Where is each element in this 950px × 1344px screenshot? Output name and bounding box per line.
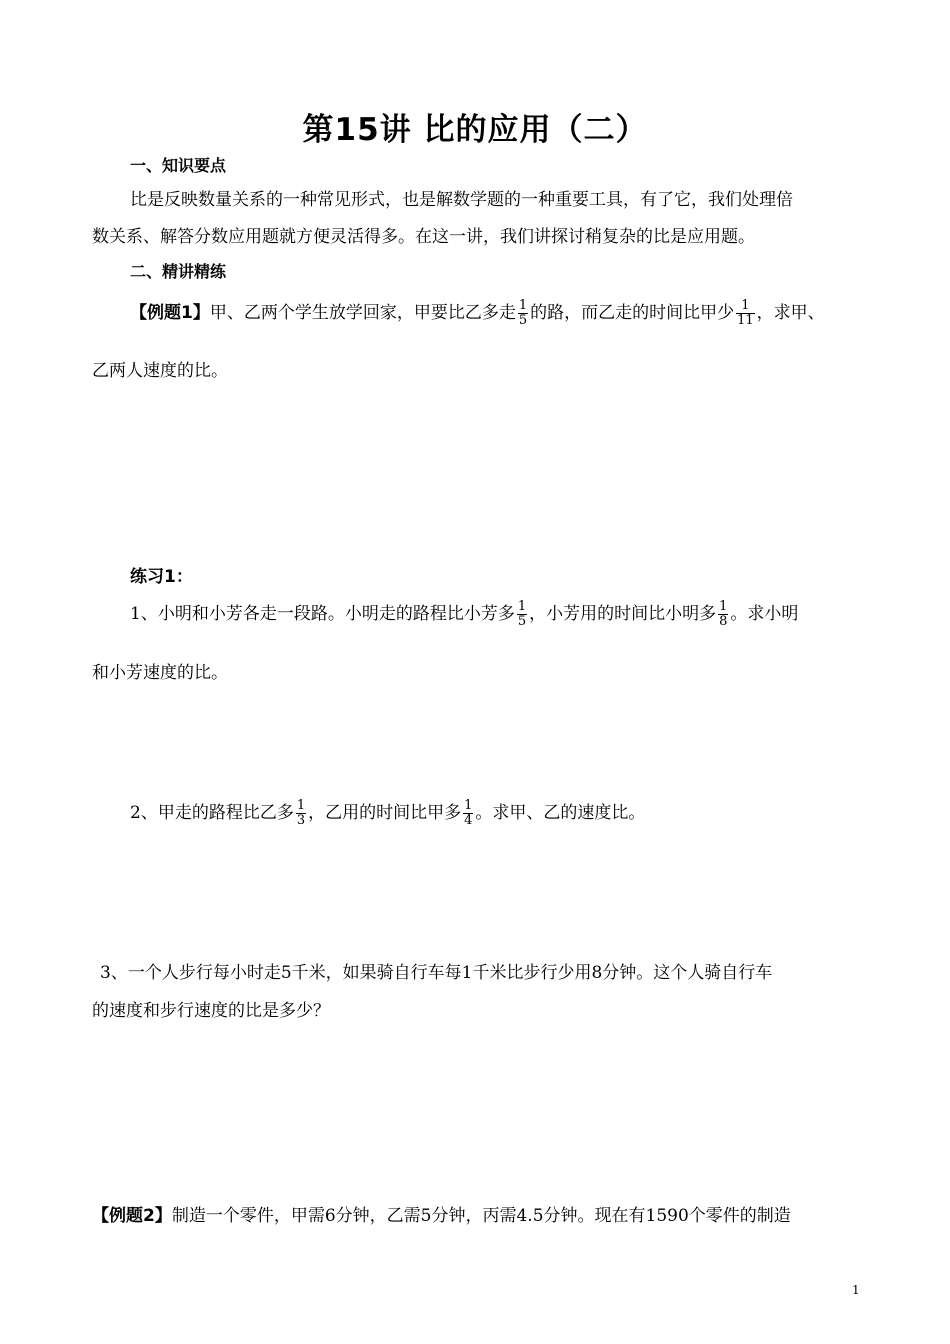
example1-text-c: ，求甲、 — [756, 303, 825, 323]
page-number: 1 — [852, 1283, 860, 1297]
fraction-one-third: $\frac{1}{3}$ — [296, 798, 306, 828]
example1-line2: 乙两人速度的比。 — [92, 361, 228, 381]
fraction-one-quarter: $\frac{1}{4}$ — [464, 798, 473, 828]
practice1-q2 — [130, 798, 645, 828]
q1-text-a: 1、小明和小芳各走一段路。小明走的路程比小芳多 — [130, 604, 515, 624]
practice1-q1-line1 — [130, 599, 798, 629]
q2-text-a: 2、甲走的路程比乙多 — [130, 803, 294, 823]
fraction-one-eighth: $\frac{1}{8}$ — [719, 599, 728, 629]
example2-label: 【例题2】 — [92, 1206, 172, 1226]
practice1-q3-line2: 的速度和步行速度的比是多少？ — [92, 1001, 330, 1021]
practice1-q1-line2: 和小芳速度的比。 — [92, 663, 228, 683]
example1-text-b: 的路，而乙走的时间比甲少 — [530, 303, 735, 323]
q1-text-c: 。求小明 — [730, 604, 799, 624]
section-heading-practice: 二、精讲精练 — [130, 262, 227, 281]
intro-paragraph-line1: 比是反映数量关系的一种常见形式，也是解数学题的一种重要工具，有了它，我们处理倍 — [130, 190, 793, 210]
practice1-label: 练习1： — [130, 567, 193, 587]
fraction-one-fifth: $\frac{1}{5}$ — [517, 599, 527, 629]
example1-text-a: 甲、乙两个学生放学回家，甲要比乙多走 — [209, 303, 516, 323]
q2-text-b: ，乙用的时间比甲多 — [308, 803, 462, 823]
fraction-one-fifth: $\frac{1}{5}$ — [518, 298, 528, 328]
fraction-one-eleventh: $\frac{1}{11}$ — [737, 298, 754, 328]
q1-text-b: ，小芳用的时间比小明多 — [529, 604, 717, 624]
q2-text-c: 。求甲、乙的速度比。 — [475, 803, 646, 823]
example1-label: 【例题1】 — [130, 303, 210, 323]
practice1-q3-line1: 3、一个人步行每小时走5千米，如果骑自行车每1千米比步行少用8分钟。这个人骑自行车 — [100, 963, 773, 983]
section-heading-knowledge: 一、知识要点 — [130, 156, 227, 175]
example1-line1 — [130, 298, 825, 328]
intro-paragraph-line2: 数关系、解答分数应用题就方便灵活得多。在这一讲，我们讲探讨稍复杂的比是应用题。 — [92, 227, 755, 247]
page-title: 第15讲 比的应用（二） — [302, 112, 648, 148]
example2-line1 — [92, 1201, 791, 1226]
example2-text: 制造一个零件，甲需6分钟，乙需5分钟，丙需4.5分钟。现在有1590个零件的制造 — [171, 1206, 791, 1226]
